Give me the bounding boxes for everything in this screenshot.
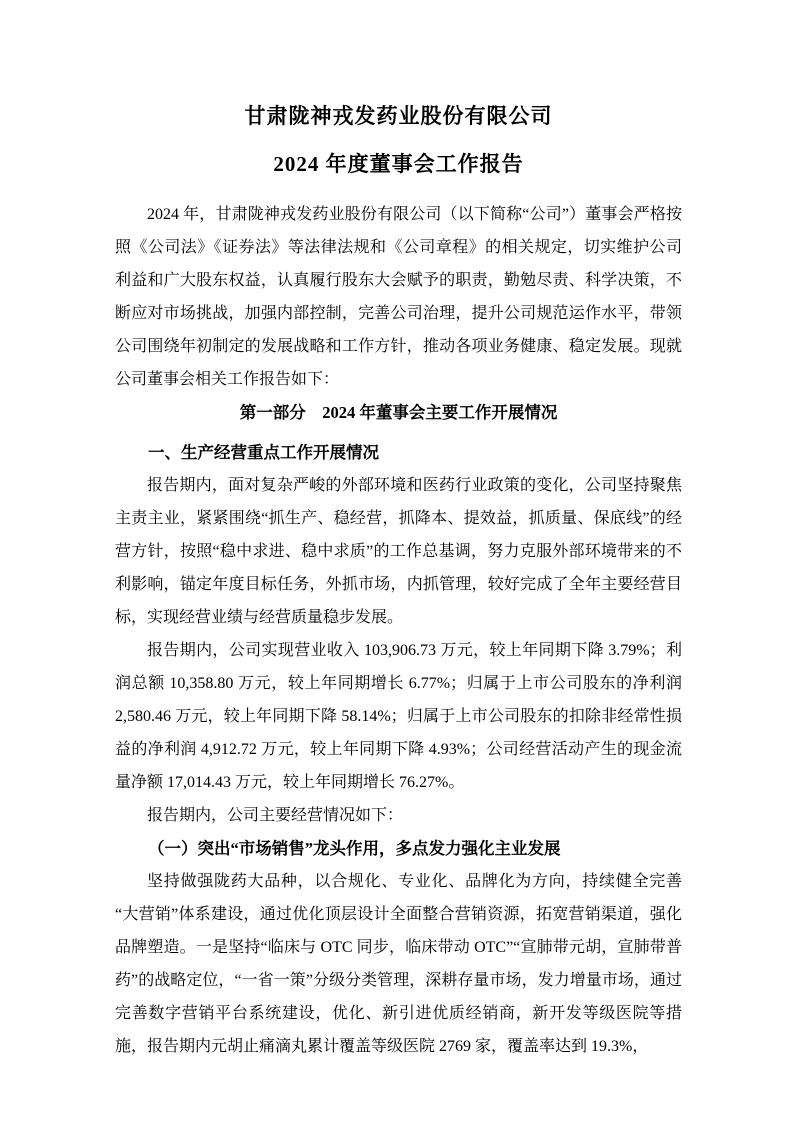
financials-paragraph: 报告期内，公司实现营业收入 103,906.73 万元，较上年同期下降 3.79%；利润总额 10,358.80 万元，较上年同期增长 6.77%；归属于上市公司股东的净利润 2,580.46 万元，较上年同期下降 58.14%；归属于上市公司股东的扣除非经常性损益的净利润 4,912.72 万元，较上年同期下降 4.93%；公司经营活动产生的现金流量净额 17,014.43 万元，较上年同期增长 76.27%。 [115,642,682,791]
leadin-paragraph: 报告期内，公司主要经营情况如下： [147,807,404,824]
doc-title-company: 甘肃陇神戎发药业股份有限公司 [244,104,553,128]
section1-heading: 一、生产经营重点工作开展情况 [148,443,379,462]
marketing-subsection-heading: （一）突出“市场销售”龙头作用，多点发力强化主业发展 [148,839,561,858]
doc-title-report: 2024 年度董事会工作报告 [273,152,524,176]
document-content [115,92,682,1063]
intro-paragraph: 2024 年，甘肃陇神戎发药业股份有限公司（以下简称“公司”）董事会严格按照《公司法》《证券法》等法律法规和《公司章程》的相关规定，切实维护公司利益和广大股东权益，认真履行股东大会赋予的职责，勤勉尽责、科学决策，不断应对市场挑战，加强内部控制，完善公司治理，提升公司规范运作水平，带领公司围绕年初制定的发展战略和工作方针，推动各项业务健康、稳定发展。现就公司董事会相关工作报告如下： [115,206,682,388]
operations-paragraph: 报告期内，面对复杂严峻的外部环境和医药行业政策的变化，公司坚持聚焦主责主业，紧紧围绕“抓生产、稳经营，抓降本、提效益，抓质量、保底线”的经营方针，按照“稳中求进、稳中求质”的工作总基调，努力克服外部环境带来的不利影响，锚定年度目标任务，外抓市场，内抓管理，较好完成了全年主要经营目标，实现经营业绩与经营质量稳步发展。 [115,477,682,626]
marketing-paragraph: 坚持做强陇药大品种，以合规化、专业化、品牌化为方向，持续健全完善“大营销”体系建设，通过优化顶层设计全面整合营销资源，拓宽营销渠道，强化品牌塑造。一是坚持“临床与 OTC 同步，临床带动 OTC”“宣肺带元胡，宣肺带普药”的战略定位，“一省一策”分级分类管理，深耕存量市场，发力增量市场，通过完善数字营销平台系统建设，优化、新引进优质经销商，新开发等级医院等措施，报告期内元胡止痛滴丸累计覆盖等级医院 2769 家，覆盖率达到 19.3%， [115,873,682,1055]
part1-heading: 第一部分 2024 年董事会主要工作开展情况 [239,403,558,422]
